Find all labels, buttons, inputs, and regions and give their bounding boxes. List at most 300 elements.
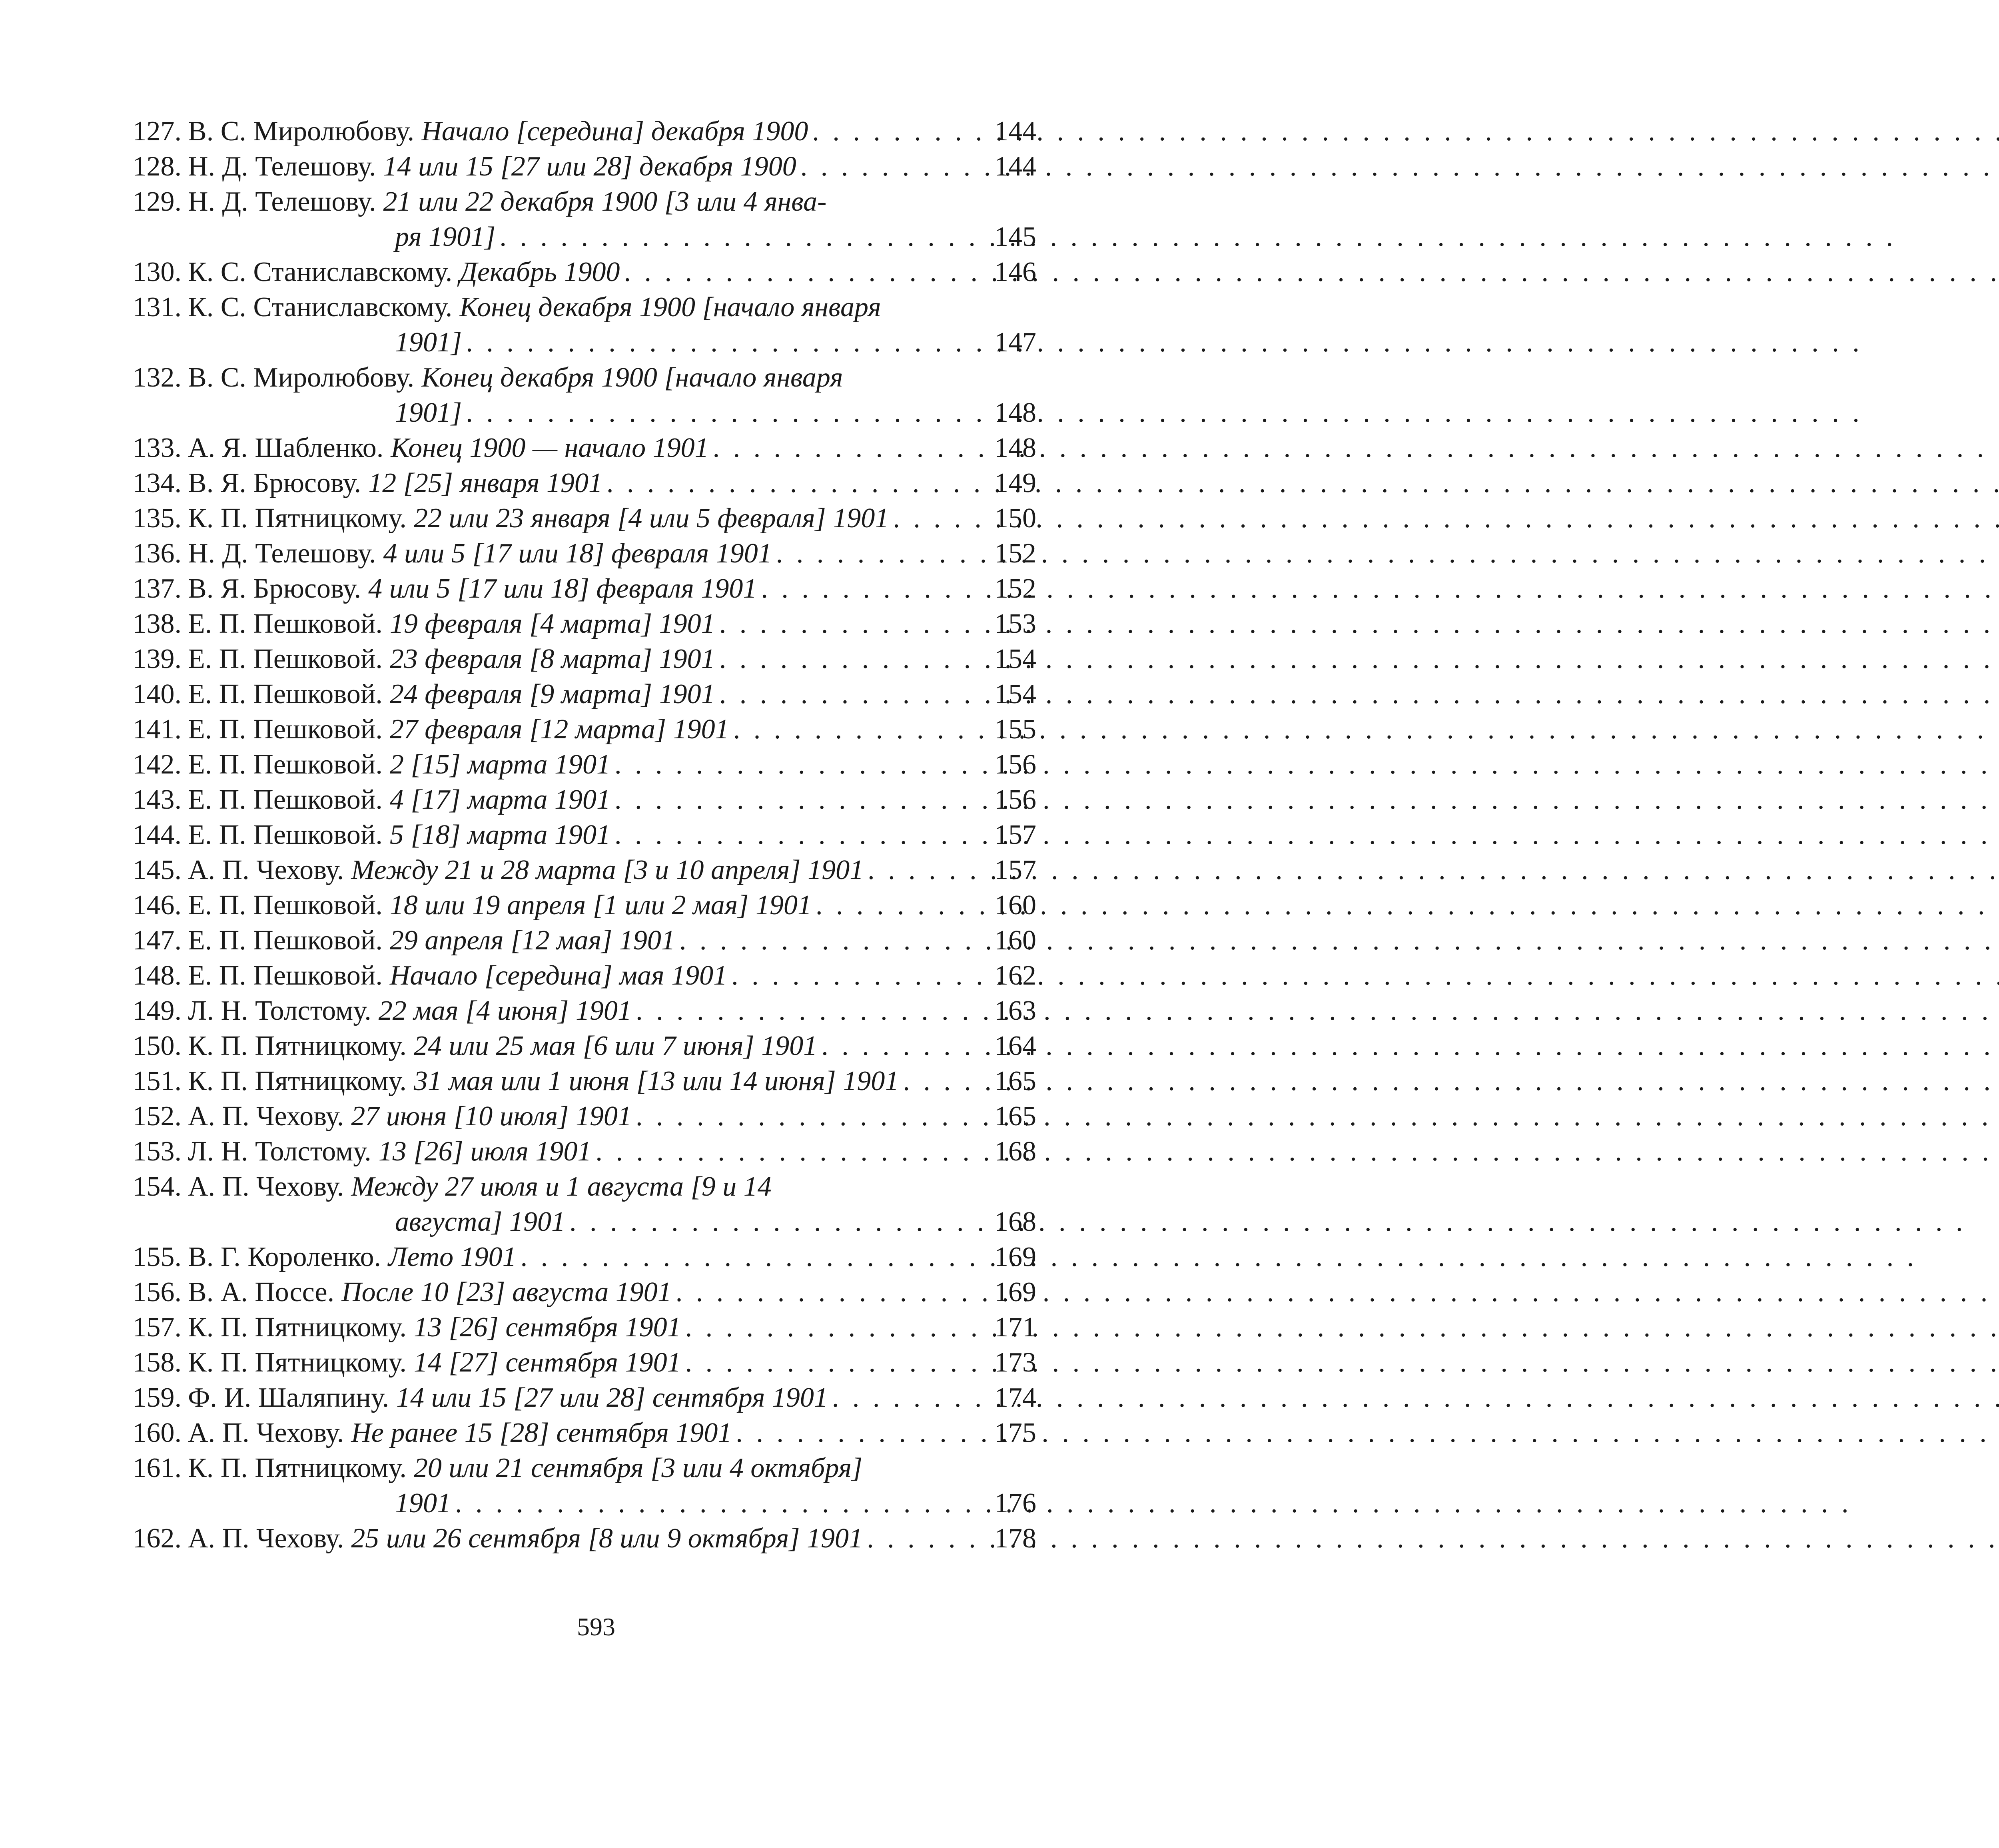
entry-body	[188, 1099, 1036, 1134]
entry-body	[188, 501, 1036, 536]
entry-body	[188, 1380, 1036, 1415]
entry-number: 148.	[132, 960, 182, 991]
entry-number: 133.	[132, 433, 182, 463]
page-ref: 156	[994, 749, 1036, 780]
addressee: Е. П. Пешковой.	[188, 608, 383, 639]
page-ref: 154	[994, 679, 1036, 710]
page-ref: 148	[994, 433, 1036, 463]
addressee: А. П. Чехову.	[188, 1101, 344, 1132]
addressee: К. П. Пятницкому.	[188, 1031, 407, 1061]
addressee: Н. Д. Телешову.	[188, 538, 376, 569]
entry-line-continued	[188, 1204, 1036, 1240]
page-ref: 168	[994, 1206, 1036, 1237]
entry-body	[188, 1415, 1036, 1451]
dot-leader	[863, 1521, 976, 1556]
entry-body	[188, 290, 1036, 360]
dot-leader	[727, 958, 976, 993]
dot-leader	[715, 642, 976, 677]
addressee: Е. П. Пешковой.	[188, 749, 383, 780]
letter-date: 24 или 25 мая [6 или 7 июня] 1901	[413, 1031, 818, 1061]
letter-date: Лето 1901	[388, 1242, 517, 1272]
entry-number: 137.	[132, 573, 182, 604]
letter-date: 31 мая или 1 июня [13 или 14 июня] 1901	[413, 1066, 899, 1096]
entry-line	[188, 1169, 1036, 1204]
page-ref: 169	[994, 1242, 1036, 1272]
dot-leader	[772, 536, 976, 571]
entry-line	[188, 114, 1036, 149]
toc-entry	[125, 993, 1036, 1029]
entry-number: 161.	[132, 1453, 182, 1483]
addressee: К. П. Пятницкому.	[188, 1453, 407, 1483]
entry-body	[188, 1240, 1036, 1275]
page-ref: 149	[994, 468, 1036, 498]
entry-line	[188, 712, 1036, 747]
entry-number: 138.	[132, 608, 182, 639]
toc-entry	[125, 606, 1036, 642]
addressee: Е. П. Пешковой.	[188, 644, 383, 674]
entry-line	[188, 501, 1036, 536]
entry-line	[188, 993, 1036, 1029]
letter-date: 5 [18] марта 1901	[389, 819, 610, 850]
toc-entry	[125, 642, 1036, 677]
entry-line	[188, 536, 1036, 571]
addressee: А. П. Чехову.	[188, 1523, 344, 1554]
entry-number: 128.	[132, 151, 182, 182]
addressee: Н. Д. Телешову.	[188, 186, 376, 217]
entry-line-continued	[188, 219, 1036, 255]
entry-line	[188, 184, 1036, 219]
entry-number: 152.	[132, 1101, 182, 1132]
dot-leader	[812, 888, 976, 923]
entry-number: 127.	[132, 116, 182, 147]
letter-date: 22 мая [4 июня] 1901	[378, 995, 632, 1026]
addressee: Е. П. Пешковой.	[188, 925, 383, 956]
letter-date: 4 или 5 [17 или 18] февраля 1901	[383, 538, 772, 569]
toc-entry	[125, 923, 1036, 958]
entry-line	[188, 1415, 1036, 1451]
letter-date: Между 27 июля и 1 августа [9 и 14	[351, 1171, 772, 1202]
dot-leader	[602, 466, 976, 501]
entry-body	[188, 184, 1036, 255]
addressee: К. П. Пятницкому.	[188, 1066, 407, 1096]
dot-leader	[462, 325, 976, 360]
toc-entry	[125, 114, 1036, 149]
page-ref: 146	[994, 257, 1036, 287]
toc-entry	[125, 501, 1036, 536]
page-ref: 144	[994, 151, 1036, 182]
addressee: А. Я. Шабленко.	[188, 433, 384, 463]
letter-date: 19 февраля [4 марта] 1901	[389, 608, 715, 639]
entry-line	[188, 817, 1036, 853]
entry-line	[188, 1099, 1036, 1134]
letter-date-continued: 1901	[395, 1488, 451, 1519]
entry-body	[188, 642, 1036, 677]
dot-leader	[610, 747, 976, 782]
toc-entry	[125, 1415, 1036, 1451]
dot-leader	[715, 677, 976, 712]
toc-entry	[125, 958, 1036, 993]
addressee: Л. Н. Толстому.	[188, 1136, 371, 1167]
entry-number: 150.	[132, 1031, 182, 1061]
entry-line-continued	[188, 395, 1036, 431]
toc-entry	[125, 466, 1036, 501]
entry-body	[188, 1345, 1036, 1380]
entry-body	[188, 677, 1036, 712]
entry-line	[188, 571, 1036, 606]
addressee: В. Я. Брюсову.	[188, 468, 361, 498]
entry-line	[188, 1451, 1036, 1486]
entry-line	[188, 1521, 1036, 1556]
entry-number: 145.	[132, 855, 182, 885]
page-ref: 152	[994, 573, 1036, 604]
addressee: Е. П. Пешковой.	[188, 714, 383, 745]
page-ref: 175	[994, 1417, 1036, 1448]
page-ref: 173	[994, 1347, 1036, 1378]
letter-date: Конец декабря 1900 [начало января	[459, 292, 881, 323]
toc-entry	[125, 1275, 1036, 1310]
entry-number: 139.	[132, 644, 182, 674]
entry-line	[188, 466, 1036, 501]
entry-number: 162.	[132, 1523, 182, 1554]
entry-body	[188, 466, 1036, 501]
letter-date: 13 [26] сентября 1901	[413, 1312, 681, 1343]
letter-date: 21 или 22 декабря 1900 [3 или 4 янва-	[383, 186, 827, 217]
letter-date: 2 [15] марта 1901	[389, 749, 610, 780]
addressee: К. С. Станиславскому.	[188, 292, 453, 323]
page-ref: 168	[994, 1136, 1036, 1167]
dot-leader	[610, 782, 976, 817]
toc-entry	[125, 1310, 1036, 1345]
toc-entry	[125, 1169, 1036, 1240]
dot-leader	[828, 1380, 976, 1415]
toc-entry	[125, 853, 1036, 888]
entry-line	[188, 1134, 1036, 1169]
page-ref: 147	[994, 327, 1036, 358]
entry-line	[188, 1029, 1036, 1064]
letter-date: 27 февраля [12 марта] 1901	[389, 714, 729, 745]
toc-entry	[125, 1521, 1036, 1556]
toc-entry	[125, 817, 1036, 853]
addressee: Н. Д. Телешову.	[188, 151, 376, 182]
entry-body	[188, 853, 1036, 888]
entry-line	[188, 290, 1036, 325]
entry-line	[188, 677, 1036, 712]
entry-body	[188, 747, 1036, 782]
dot-leader	[591, 1134, 976, 1169]
page-ref: 178	[994, 1523, 1036, 1554]
dot-leader	[517, 1240, 976, 1275]
entry-line	[188, 853, 1036, 888]
page-ref: 145	[994, 221, 1036, 252]
entry-number: 160.	[132, 1417, 182, 1448]
entry-line	[188, 958, 1036, 993]
page-ref: 165	[994, 1101, 1036, 1132]
entry-number: 130.	[132, 257, 182, 287]
page-ref: 157	[994, 819, 1036, 850]
letter-date: 22 или 23 января [4 или 5 февраля] 1901	[413, 503, 889, 534]
page-ref: 152	[994, 538, 1036, 569]
entry-line	[188, 923, 1036, 958]
addressee: К. П. Пятницкому.	[188, 1312, 407, 1343]
toc-entry	[125, 712, 1036, 747]
letter-date: 27 июня [10 июля] 1901	[351, 1101, 632, 1132]
letter-date: 4 или 5 [17 или 18] февраля 1901	[368, 573, 757, 604]
addressee: Е. П. Пешковой.	[188, 679, 383, 710]
letter-date: 20 или 21 сентября [3 или 4 октября]	[413, 1453, 863, 1483]
entry-line-continued	[188, 1486, 1036, 1521]
page-ref: 174	[994, 1382, 1036, 1413]
dot-leader	[495, 219, 976, 255]
entry-body	[188, 114, 1036, 149]
dot-leader	[451, 1486, 976, 1521]
page-ref: 153	[994, 608, 1036, 639]
entry-body	[188, 255, 1036, 290]
entry-line	[188, 1345, 1036, 1380]
entry-body	[188, 817, 1036, 853]
addressee: Е. П. Пешковой.	[188, 960, 383, 991]
dot-leader	[715, 606, 976, 642]
toc-entry	[125, 290, 1036, 360]
entry-body	[188, 782, 1036, 817]
entry-line	[188, 606, 1036, 642]
addressee: Е. П. Пешковой.	[188, 819, 383, 850]
dot-leader	[817, 1029, 976, 1064]
toc-entry	[125, 1134, 1036, 1169]
toc-entry	[125, 1451, 1036, 1521]
page-ref: 176	[994, 1488, 1036, 1519]
entry-body	[188, 888, 1036, 923]
entry-line	[188, 255, 1036, 290]
toc-entry	[125, 888, 1036, 923]
dot-leader	[672, 1275, 976, 1310]
entry-line	[188, 888, 1036, 923]
addressee: А. П. Чехову.	[188, 1171, 344, 1202]
letter-date: 14 или 15 [27 или 28] декабря 1900	[383, 151, 796, 182]
letter-date: 12 [25] января 1901	[368, 468, 602, 498]
page-ref: 165	[994, 1066, 1036, 1096]
entry-number: 153.	[132, 1136, 182, 1167]
toc-entry	[125, 1029, 1036, 1064]
page-ref: 169	[994, 1277, 1036, 1308]
dot-leader	[632, 1099, 976, 1134]
entry-line	[188, 431, 1036, 466]
entry-number: 136.	[132, 538, 182, 569]
toc-entry	[125, 1064, 1036, 1099]
entry-number: 135.	[132, 503, 182, 534]
letter-date: Не ранее 15 [28] сентября 1901	[351, 1417, 732, 1448]
letter-date-continued: 1901]	[395, 397, 462, 428]
addressee: Л. Н. Толстому.	[188, 995, 371, 1026]
dot-leader	[757, 571, 976, 606]
addressee: Е. П. Пешковой.	[188, 784, 383, 815]
entry-body	[188, 1310, 1036, 1345]
entry-body	[188, 1169, 1036, 1240]
letter-date: После 10 [23] августа 1901	[341, 1277, 672, 1308]
page-ref: 157	[994, 855, 1036, 885]
addressee: В. Г. Короленко.	[188, 1242, 381, 1272]
entry-line	[188, 1310, 1036, 1345]
letter-date: 24 февраля [9 марта] 1901	[389, 679, 715, 710]
toc-entry	[125, 1345, 1036, 1380]
dot-leader	[732, 1415, 976, 1451]
dot-leader	[729, 712, 976, 747]
toc-entry	[125, 571, 1036, 606]
entry-body	[188, 923, 1036, 958]
entry-number: 147.	[132, 925, 182, 956]
entry-line	[188, 642, 1036, 677]
entry-line	[188, 747, 1036, 782]
entry-number: 159.	[132, 1382, 182, 1413]
addressee: К. С. Станиславскому.	[188, 257, 453, 287]
letter-date: 18 или 19 апреля [1 или 2 мая] 1901	[389, 890, 812, 921]
letter-date: 14 [27] сентября 1901	[413, 1347, 681, 1378]
entry-line	[188, 360, 1036, 395]
toc-entry	[125, 747, 1036, 782]
dot-leader	[610, 817, 976, 853]
page-ref: 163	[994, 995, 1036, 1026]
entry-body	[188, 712, 1036, 747]
entry-body	[188, 1275, 1036, 1310]
toc-entry	[125, 431, 1036, 466]
entry-number: 155.	[132, 1242, 182, 1272]
entry-line	[188, 149, 1036, 184]
toc-entry	[125, 536, 1036, 571]
dot-leader	[796, 149, 976, 184]
entry-body	[188, 993, 1036, 1029]
toc-entry	[125, 1380, 1036, 1415]
toc-entry	[125, 1099, 1036, 1134]
entry-body	[188, 571, 1036, 606]
entry-body	[188, 1064, 1036, 1099]
entry-line-continued	[188, 325, 1036, 360]
toc-entry	[125, 149, 1036, 184]
page-ref: 155	[994, 714, 1036, 745]
page-ref: 164	[994, 1031, 1036, 1061]
letter-date: Начало [середина] мая 1901	[389, 960, 728, 991]
addressee: А. П. Чехову.	[188, 855, 344, 885]
entry-line	[188, 1275, 1036, 1310]
dot-leader	[462, 395, 976, 431]
addressee: К. П. Пятницкому.	[188, 503, 407, 534]
entry-number: 156.	[132, 1277, 182, 1308]
entry-number: 144.	[132, 819, 182, 850]
letter-date: 14 или 15 [27 или 28] сентября 1901	[396, 1382, 828, 1413]
addressee: А. П. Чехову.	[188, 1417, 344, 1448]
page-ref: 171	[994, 1312, 1036, 1343]
letter-date: Декабрь 1900	[459, 257, 620, 287]
page-ref: 154	[994, 644, 1036, 674]
toc-entry	[125, 1240, 1036, 1275]
letter-date: 4 [17] марта 1901	[389, 784, 610, 815]
entry-body	[188, 149, 1036, 184]
entry-number: 131.	[132, 292, 182, 323]
letter-date: 13 [26] июля 1901	[378, 1136, 592, 1167]
entry-number: 132.	[132, 362, 182, 393]
entry-body	[188, 536, 1036, 571]
toc-entry	[125, 360, 1036, 431]
entry-body	[188, 1521, 1036, 1556]
dot-leader	[864, 853, 976, 888]
page-ref: 148	[994, 397, 1036, 428]
letter-date: 23 февраля [8 марта] 1901	[389, 644, 715, 674]
letter-date-continued: августа] 1901	[395, 1206, 565, 1237]
letter-date: Конец 1900 — начало 1901	[391, 433, 709, 463]
page-ref: 160	[994, 925, 1036, 956]
entry-body	[188, 1029, 1036, 1064]
toc-entry	[125, 255, 1036, 290]
dot-leader	[889, 501, 976, 536]
addressee: В. Я. Брюсову.	[188, 573, 361, 604]
page-number: 593	[577, 1613, 615, 1641]
letter-date: 25 или 26 сентября [8 или 9 октября] 1901	[351, 1523, 863, 1554]
toc-entry	[125, 184, 1036, 255]
addressee: В. С. Миролюбову.	[188, 116, 415, 147]
entry-line	[188, 782, 1036, 817]
entry-body	[188, 606, 1036, 642]
page-ref: 160	[994, 890, 1036, 921]
entry-line	[188, 1240, 1036, 1275]
entry-line	[188, 1380, 1036, 1415]
addressee: В. С. Миролюбову.	[188, 362, 415, 393]
dot-leader	[709, 431, 976, 466]
entry-number: 143.	[132, 784, 182, 815]
letter-date: 29 апреля [12 мая] 1901	[389, 925, 675, 956]
addressee: К. П. Пятницкому.	[188, 1347, 407, 1378]
entry-number: 158.	[132, 1347, 182, 1378]
entry-number: 149.	[132, 995, 182, 1026]
dot-leader	[681, 1345, 976, 1380]
addressee: В. А. Поссе.	[188, 1277, 335, 1308]
dot-leader	[565, 1204, 976, 1240]
entry-body	[188, 1451, 1036, 1521]
entry-number: 141.	[132, 714, 182, 745]
toc-entry	[125, 677, 1036, 712]
entry-body	[188, 958, 1036, 993]
page-ref: 156	[994, 784, 1036, 815]
entry-number: 142.	[132, 749, 182, 780]
page-ref: 162	[994, 960, 1036, 991]
entry-body	[188, 360, 1036, 431]
addressee: Ф. И. Шаляпину.	[188, 1382, 389, 1413]
entry-number: 146.	[132, 890, 182, 921]
dot-leader	[632, 993, 976, 1029]
dot-leader	[675, 923, 976, 958]
dot-leader	[681, 1310, 976, 1345]
entry-number: 154.	[132, 1171, 182, 1202]
addressee: Е. П. Пешковой.	[188, 890, 383, 921]
dot-leader	[899, 1064, 976, 1099]
page-ref: 144	[994, 116, 1036, 147]
entry-number: 129.	[132, 186, 182, 217]
entry-number: 134.	[132, 468, 182, 498]
entry-body	[188, 431, 1036, 466]
page-ref: 150	[994, 503, 1036, 534]
letter-date: Начало [середина] декабря 1900	[421, 116, 808, 147]
letter-date: Конец декабря 1900 [начало января	[421, 362, 843, 393]
entry-line	[188, 1064, 1036, 1099]
entry-number: 157.	[132, 1312, 182, 1343]
letter-date: Между 21 и 28 марта [3 и 10 апреля] 1901	[351, 855, 864, 885]
entry-number: 151.	[132, 1066, 182, 1096]
dot-leader	[620, 255, 976, 290]
entry-number: 140.	[132, 679, 182, 710]
table-of-contents	[125, 114, 1036, 1556]
dot-leader	[808, 114, 976, 149]
entry-body	[188, 1134, 1036, 1169]
letter-date-continued: ря 1901]	[395, 221, 496, 252]
toc-entry	[125, 782, 1036, 817]
letter-date-continued: 1901]	[395, 327, 462, 358]
